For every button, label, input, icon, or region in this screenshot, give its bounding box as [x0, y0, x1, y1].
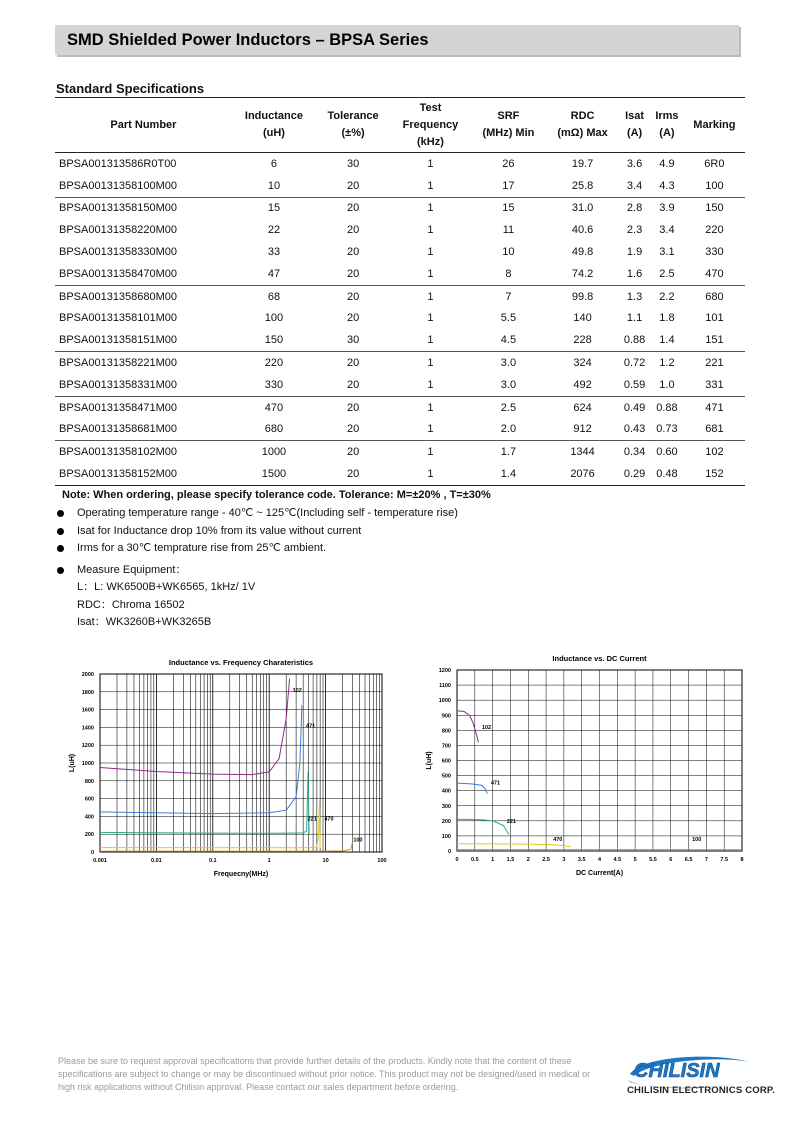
series-label: 471 — [306, 723, 316, 730]
table-cell: 20 — [346, 267, 360, 280]
table-cell: 7 — [471, 285, 546, 307]
column-header — [619, 98, 650, 153]
part-number-cell: BPSA00131358330M00 — [59, 246, 178, 259]
y-tick-label: 1400 — [81, 725, 94, 732]
table-cell: 2.3 — [626, 224, 643, 237]
table-cell: 471 — [684, 396, 745, 418]
x-tick-label: 0.1 — [208, 858, 217, 864]
table-cell: 2.2 — [650, 285, 684, 307]
y-tick-label: 0 — [90, 850, 94, 856]
table-cell: 1 — [390, 396, 471, 418]
table-cell: 1 — [427, 179, 434, 192]
y-tick-label: 500 — [441, 773, 451, 780]
column-header-line: Tolerance — [327, 110, 379, 122]
x-tick-label: 5 — [633, 857, 637, 863]
series-line-221 — [100, 772, 309, 835]
table-cell: 1 — [427, 378, 434, 391]
table-cell: 1 — [390, 463, 471, 485]
table-cell: 1 — [390, 197, 471, 219]
x-tick-label: 2.5 — [542, 857, 550, 863]
series-line-102 — [100, 679, 290, 775]
table-cell: 1.0 — [659, 378, 675, 391]
table-cell: 3.4 — [659, 224, 675, 237]
table-row — [55, 197, 745, 219]
table-row — [55, 153, 745, 175]
table-cell: 31.0 — [546, 197, 619, 219]
table-cell: 3.0 — [471, 352, 546, 374]
series-label: 470 — [324, 816, 334, 823]
table-cell: 0.59 — [623, 378, 646, 391]
column-header — [471, 98, 546, 153]
series-label: 471 — [490, 780, 501, 787]
table-row — [55, 352, 745, 374]
y-tick-label: 0 — [447, 849, 451, 855]
bullet-dot-icon — [57, 528, 64, 535]
table-cell: 150 — [684, 197, 745, 219]
table-cell: 1 — [427, 267, 434, 280]
table-cell: 101 — [705, 312, 724, 325]
table-cell: 74.2 — [571, 267, 594, 280]
footer-disclaimer — [58, 1055, 618, 1094]
table-row — [55, 263, 745, 285]
table-row — [55, 396, 745, 418]
inductance-vs-frequency-chart — [60, 650, 400, 885]
table-cell: 26 — [502, 157, 515, 170]
table-cell: 20 — [316, 396, 390, 418]
spec-table — [55, 97, 745, 486]
page-title: SMD Shielded Power Inductors – BPSA Series — [67, 31, 429, 49]
table-cell: 220 — [232, 352, 316, 374]
table-cell: 0.43 — [623, 423, 646, 436]
table-cell: 20 — [346, 179, 360, 192]
table-row — [55, 329, 745, 351]
table-cell: 20 — [346, 224, 360, 237]
table-cell: 1 — [427, 423, 434, 436]
measure-line: L：L: WK6500B+WK6565, 1kHz/ 1V — [77, 581, 256, 593]
table-cell: 330 — [264, 378, 284, 391]
x-tick-label: 0 — [455, 857, 459, 863]
table-cell: 0.72 — [619, 352, 650, 374]
table-cell: 10 — [502, 246, 515, 259]
table-cell: 8 — [505, 267, 512, 280]
table-cell: 1 — [390, 285, 471, 307]
table-cell: 150 — [264, 334, 284, 347]
table-cell: 2.0 — [500, 423, 517, 436]
table-cell: 1.9 — [626, 246, 643, 259]
table-cell: 6 — [270, 157, 278, 170]
series-line-221 — [457, 819, 509, 834]
y-tick-label: 800 — [441, 728, 451, 735]
table-cell: 1 — [390, 352, 471, 374]
table-cell: 47 — [267, 267, 281, 280]
y-tick-label: 100 — [441, 833, 451, 840]
series-label: 100 — [353, 837, 363, 844]
table-cell: 1 — [427, 224, 434, 237]
table-cell: 10 — [267, 179, 281, 192]
series-label: 100 — [692, 837, 702, 844]
table-cell: 4.5 — [500, 334, 517, 347]
x-tick-label: 100 — [377, 858, 387, 864]
y-tick-label: 1800 — [81, 689, 94, 696]
table-cell: 5.5 — [500, 312, 517, 325]
table-cell: 1.8 — [659, 312, 675, 325]
table-cell: 680 — [684, 285, 745, 307]
table-cell: 19.7 — [571, 157, 594, 170]
table-cell: 99.8 — [546, 285, 619, 307]
y-tick-label: 700 — [441, 743, 451, 750]
table-cell: 102 — [684, 441, 745, 463]
table-cell: 2076 — [546, 463, 619, 485]
table-cell: 1.1 — [626, 312, 643, 325]
column-header-line: Irms — [655, 110, 679, 122]
table-cell: 470 — [232, 396, 316, 418]
y-tick-label: 200 — [84, 832, 94, 839]
table-cell: 1 — [427, 334, 434, 347]
x-tick-label: 8 — [740, 857, 744, 863]
section-title: Standard Specifications — [56, 81, 205, 96]
table-cell: 0.88 — [623, 334, 646, 347]
inductance-vs-dc-current-chart — [410, 650, 755, 885]
series-line-470 — [457, 844, 571, 847]
y-tick-label: 1200 — [438, 668, 451, 674]
table-cell: 20 — [316, 441, 390, 463]
table-cell: 1 — [390, 441, 471, 463]
table-cell: 228 — [573, 334, 592, 347]
table-cell: 22 — [267, 224, 281, 237]
column-header — [232, 98, 316, 153]
table-cell: 20 — [346, 312, 360, 325]
column-header-line: (MHz) Min — [482, 127, 535, 139]
page-header — [55, 25, 739, 55]
part-number-cell: BPSA00131358220M00 — [59, 224, 178, 237]
table-cell: 3.0 — [500, 378, 517, 391]
table-cell: 4.9 — [659, 157, 675, 170]
table-cell: 1.2 — [650, 352, 684, 374]
table-cell: 681 — [705, 423, 724, 436]
table-cell: 1 — [427, 312, 434, 325]
measure-title: Measure Equipment： — [77, 563, 187, 576]
table-cell: 1.4 — [471, 463, 546, 485]
notes-list — [55, 505, 458, 632]
table-cell: 330 — [705, 246, 724, 259]
table-cell: 3.1 — [659, 246, 675, 259]
y-tick-label: 400 — [441, 788, 451, 795]
bullet-item — [55, 562, 458, 580]
column-header-line: RDC — [570, 110, 595, 122]
x-tick-label: 4 — [597, 857, 602, 863]
table-row — [55, 374, 745, 396]
column-header — [55, 98, 232, 153]
column-header — [546, 98, 619, 153]
table-cell: 151 — [705, 334, 724, 347]
table-cell: 470 — [705, 267, 724, 280]
table-header-row — [55, 98, 745, 153]
table-row — [55, 419, 745, 441]
footer-line: Please be sure to request approval specifications that provide further details of the products. Kindly note that the content of these — [58, 1056, 572, 1066]
logo-wordmark: CHILISIN — [634, 1060, 720, 1082]
ordering-note: Note: When ordering, please specify tolerance code. Tolerance: M=±20% , T=±30% — [62, 489, 491, 501]
column-header-line: (kHz) — [417, 135, 444, 148]
x-tick-label: 0.01 — [151, 858, 162, 864]
bullet-dot-icon — [57, 545, 64, 552]
table-row — [55, 175, 745, 197]
x-tick-label: 3.5 — [577, 857, 586, 863]
y-tick-label: 300 — [441, 803, 451, 810]
table-cell: 2.5 — [471, 396, 546, 418]
y-tick-label: 600 — [441, 758, 451, 765]
part-number-cell: BPSA00131358102M00 — [55, 441, 232, 463]
series-label: 102 — [292, 687, 302, 694]
series-line-100 — [100, 842, 353, 851]
part-number-cell: BPSA00131358470M00 — [59, 267, 178, 280]
table-cell: 20 — [316, 352, 390, 374]
table-body — [55, 153, 745, 486]
x-tick-label: 4.5 — [613, 857, 622, 863]
footer-line: high risk applications without Chilisin approval. Please contact our sales department before ordering. — [58, 1082, 459, 1092]
measure-line: RDC：Chroma 16502 — [77, 598, 185, 611]
bullet-text: Operating temperature range - 40℃ ~ 125℃(Including self - temperature rise) — [77, 507, 458, 519]
part-number-cell: BPSA00131358680M00 — [55, 285, 232, 307]
table-cell: 11 — [502, 224, 515, 237]
x-tick-label: 3 — [562, 857, 566, 863]
bullet-dot-icon — [57, 510, 64, 517]
y-tick-label: 1200 — [81, 743, 94, 750]
column-header-line: Test — [419, 101, 442, 114]
table-cell: 68 — [232, 285, 316, 307]
table-cell: 20 — [346, 423, 360, 436]
series-label: 221 — [307, 816, 317, 823]
table-cell: 492 — [573, 378, 592, 391]
y-tick-label: 1100 — [439, 683, 451, 690]
column-header-line: (A) — [626, 127, 643, 139]
x-tick-label: 0.001 — [93, 858, 107, 864]
table-cell: 324 — [546, 352, 619, 374]
x-tick-label: 6 — [669, 857, 673, 863]
bullet-item — [55, 540, 458, 558]
column-header-line: (±%) — [341, 127, 365, 139]
column-header-line: Inductance — [244, 110, 303, 122]
table-cell: 4.3 — [659, 179, 675, 192]
table-cell: 17 — [502, 179, 515, 192]
column-header — [650, 98, 684, 153]
table-cell: 15 — [232, 197, 316, 219]
column-header — [316, 98, 390, 153]
y-axis-label: L(uH) — [69, 753, 76, 773]
y-tick-label: 1000 — [438, 698, 451, 705]
table-cell: 30 — [346, 157, 360, 170]
table-cell: 0.73 — [656, 423, 678, 436]
x-tick-label: 0.5 — [470, 857, 479, 863]
x-tick-label: 1 — [267, 858, 271, 864]
table-row — [55, 285, 745, 307]
column-header — [390, 98, 471, 153]
footer-line: specifications are subject to change or may be discontinued without prior notice. This product may not be designed/used in medical or — [58, 1069, 591, 1079]
table-cell: 3.9 — [650, 197, 684, 219]
table-row — [55, 441, 745, 463]
table-cell: 20 — [316, 197, 390, 219]
table-cell: 6R0 — [704, 157, 725, 170]
table-cell: 331 — [705, 378, 724, 391]
x-tick-label: 5.5 — [649, 857, 657, 863]
table-cell: 0.88 — [650, 396, 684, 418]
table-cell: 140 — [573, 312, 592, 325]
table-cell: 1.6 — [626, 267, 643, 280]
part-number-cell: BPSA00131358101M00 — [59, 312, 178, 325]
column-header-line: Marking — [693, 118, 736, 131]
x-axis-label: DC Current(A) — [575, 870, 624, 877]
table-cell: 0.34 — [619, 441, 650, 463]
x-tick-label: 1 — [491, 857, 495, 863]
table-cell: 3.6 — [626, 157, 643, 170]
table-cell: 20 — [346, 378, 360, 391]
column-header-line: (uH) — [262, 127, 285, 139]
table-cell: 912 — [573, 423, 592, 436]
corp-name: CHILISIN ELECTRONICS CORP. — [627, 1085, 776, 1096]
column-header-line: Frequency — [402, 118, 459, 131]
table-cell: 100 — [705, 179, 724, 192]
chart-title: Inductance vs. Frequency Charateristics — [168, 658, 314, 667]
table-cell: 49.8 — [571, 246, 594, 259]
bullet-text: Irms for a 30℃ temprature rise from 25℃ ambient. — [77, 542, 327, 554]
table-cell: 1.3 — [619, 285, 650, 307]
column-header — [684, 98, 745, 153]
x-tick-label: 7 — [704, 857, 708, 863]
y-tick-label: 400 — [84, 814, 94, 821]
column-header-line: (A) — [659, 127, 675, 139]
table-cell: 25.8 — [571, 179, 594, 192]
x-tick-label: 2 — [526, 857, 530, 863]
x-tick-label: 1.5 — [506, 857, 515, 863]
table-cell: 1000 — [232, 441, 316, 463]
x-tick-label: 6.5 — [684, 857, 693, 863]
y-axis-label: L(uH) — [426, 751, 433, 770]
table-row — [55, 241, 745, 263]
bullet-text: Isat for Inductance drop 10% from its value without current — [77, 524, 362, 537]
table-cell: 624 — [546, 396, 619, 418]
bullet-item — [55, 505, 458, 523]
table-cell: 20 — [316, 463, 390, 485]
table-row — [55, 219, 745, 241]
y-tick-label: 200 — [441, 818, 451, 825]
table-cell: 220 — [705, 224, 724, 237]
series-line-471 — [100, 705, 302, 813]
table-row — [55, 463, 745, 485]
table-cell: 1 — [427, 157, 434, 170]
bullet-dot-icon — [57, 567, 64, 574]
y-tick-label: 900 — [441, 713, 451, 720]
table-cell: 1344 — [546, 441, 619, 463]
table-cell: 2.8 — [619, 197, 650, 219]
bullet-item — [55, 523, 458, 541]
table-cell: 152 — [684, 463, 745, 485]
series-label: 221 — [506, 819, 517, 826]
table-cell: 100 — [264, 312, 284, 325]
table-cell: 15 — [471, 197, 546, 219]
column-header-line: Part Number — [110, 118, 177, 131]
part-number-cell: BPSA00131358331M00 — [59, 378, 178, 391]
table-cell: 1.7 — [471, 441, 546, 463]
series-line-471 — [457, 783, 487, 794]
table-row — [55, 308, 745, 330]
x-axis-label: Frequecny(MHz) — [213, 871, 269, 878]
table-cell: 1500 — [232, 463, 316, 485]
part-number-cell: BPSA00131358100M00 — [59, 179, 178, 192]
chart-title: Inductance vs. DC Current — [552, 654, 647, 663]
table-cell: 30 — [346, 334, 360, 347]
table-cell: 33 — [267, 246, 281, 259]
table-cell: 1.4 — [659, 334, 675, 347]
column-header-line: SRF — [497, 110, 520, 122]
part-number-cell: BPSA00131358221M00 — [55, 352, 232, 374]
measure-line: Isat：WK3260B+WK3265B — [77, 616, 212, 628]
y-tick-label: 600 — [84, 796, 94, 803]
table-cell: 20 — [346, 246, 360, 259]
part-number-cell: BPSA00131358151M00 — [59, 334, 178, 347]
y-tick-label: 800 — [84, 778, 94, 785]
table-cell: 40.6 — [571, 224, 594, 237]
y-tick-label: 1000 — [81, 761, 94, 767]
column-header-line: (mΩ) Max — [557, 127, 608, 139]
table-cell: 20 — [316, 285, 390, 307]
column-header-line: Isat — [625, 110, 645, 122]
part-number-cell: BPSA00131358471M00 — [55, 396, 232, 418]
table-cell: 0.60 — [650, 441, 684, 463]
part-number-cell: BPSA001313586R0T00 — [59, 157, 177, 170]
table-cell: 0.48 — [650, 463, 684, 485]
table-cell: 1 — [427, 246, 434, 259]
table-cell: 0.29 — [619, 463, 650, 485]
table-cell: 680 — [264, 423, 284, 436]
x-tick-label: 7.5 — [720, 857, 729, 863]
y-tick-label: 2000 — [81, 672, 94, 678]
series-label: 102 — [481, 724, 492, 731]
table-cell: 3.4 — [626, 179, 643, 192]
part-number-cell: BPSA00131358681M00 — [59, 423, 178, 436]
table-cell: 2.5 — [659, 267, 675, 280]
y-tick-label: 1600 — [81, 707, 94, 714]
x-tick-label: 10 — [322, 858, 329, 864]
table-cell: 0.49 — [619, 396, 650, 418]
part-number-cell: BPSA00131358150M00 — [55, 197, 232, 219]
part-number-cell: BPSA00131358152M00 — [55, 463, 232, 485]
table-cell: 221 — [684, 352, 745, 374]
series-label: 470 — [553, 837, 563, 844]
